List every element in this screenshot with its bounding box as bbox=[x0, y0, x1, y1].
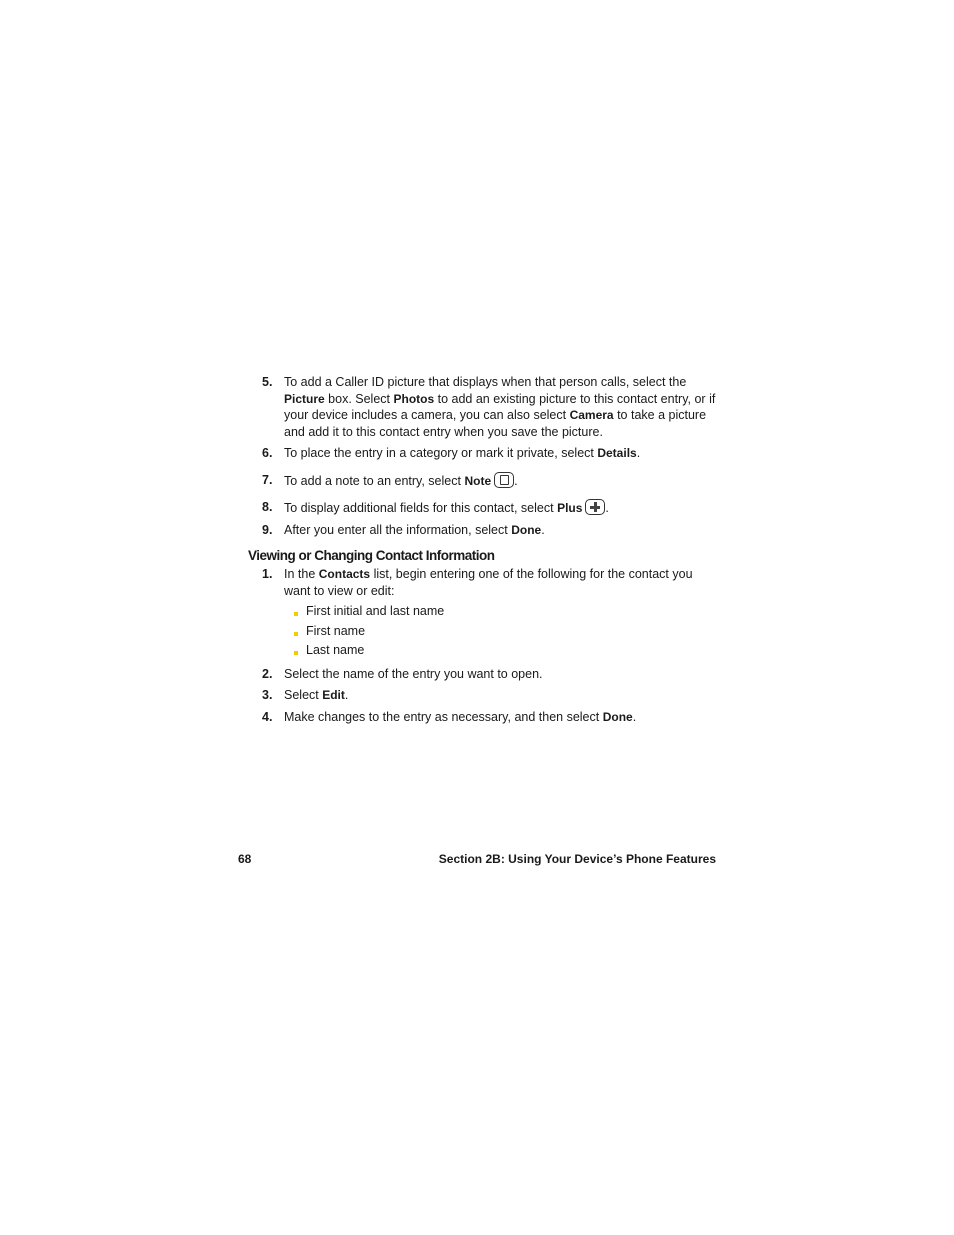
section-title: Section 2B: Using Your Device’s Phone Features bbox=[438, 852, 716, 866]
step-text bbox=[284, 688, 348, 702]
text-run: . bbox=[605, 501, 609, 515]
bullet-text: First initial and last name bbox=[306, 604, 445, 618]
text-run: . bbox=[632, 709, 637, 724]
step-number: 2. bbox=[262, 666, 273, 681]
step-text bbox=[284, 710, 636, 724]
bullet-item bbox=[284, 622, 718, 642]
step-item bbox=[238, 666, 718, 683]
bullet-text: First name bbox=[306, 623, 366, 638]
ui-term: Edit bbox=[322, 688, 345, 702]
bullet-square-icon bbox=[294, 632, 298, 636]
text-run: . bbox=[541, 522, 545, 537]
step-number: 8. bbox=[262, 500, 273, 514]
text-run: Select bbox=[284, 688, 323, 702]
ui-term: Done bbox=[511, 522, 542, 537]
text-run: In the bbox=[284, 567, 319, 581]
step-text bbox=[284, 523, 545, 537]
section-heading: Viewing or Changing Contact Information bbox=[248, 548, 495, 563]
text-run: . bbox=[636, 446, 641, 460]
ui-term: Details bbox=[597, 446, 637, 460]
step-item bbox=[238, 472, 718, 490]
bullet-list bbox=[284, 602, 718, 661]
step-number: 4. bbox=[262, 709, 273, 724]
step-item bbox=[238, 445, 718, 462]
step-number: 5. bbox=[262, 375, 273, 389]
step-number: 3. bbox=[262, 688, 273, 702]
step-item bbox=[238, 499, 718, 517]
step-text bbox=[284, 501, 609, 515]
text-run: Make changes to the entry as necessary, and then select bbox=[284, 709, 603, 724]
page-content bbox=[238, 374, 718, 725]
step-text bbox=[284, 567, 693, 598]
text-run: . bbox=[514, 473, 518, 488]
bullet-square-icon bbox=[294, 651, 298, 655]
step-text bbox=[284, 446, 640, 460]
bullet-text: Last name bbox=[306, 643, 365, 657]
ui-term: Plus bbox=[557, 501, 583, 515]
bullet-square-icon bbox=[294, 612, 298, 616]
step-number: 6. bbox=[262, 446, 273, 460]
step-text bbox=[284, 474, 518, 488]
step-text bbox=[284, 375, 715, 439]
step-item bbox=[238, 522, 718, 539]
steps-list-view-change bbox=[238, 566, 718, 725]
ui-term: Picture bbox=[284, 391, 325, 406]
note-icon bbox=[494, 472, 514, 488]
text-run: To add a note to an entry, select bbox=[284, 473, 465, 488]
step-number: 7. bbox=[262, 472, 273, 487]
text-run: To place the entry in a category or mark it private, select bbox=[284, 446, 598, 460]
step-number: 1. bbox=[262, 567, 273, 581]
step-item bbox=[238, 566, 718, 661]
text-run: To add a Caller ID picture that displays when that person calls, select the bbox=[284, 375, 687, 389]
ui-term: Note bbox=[464, 473, 492, 488]
step-number: 9. bbox=[262, 522, 273, 537]
text-run: Select the name of the entry you want to open. bbox=[284, 666, 543, 681]
step-text bbox=[284, 667, 543, 681]
step-item bbox=[238, 709, 718, 726]
bullet-item bbox=[284, 602, 718, 622]
ui-term: Done bbox=[602, 709, 633, 724]
text-run: box. Select bbox=[324, 391, 394, 406]
step-item bbox=[238, 687, 718, 704]
text-run: . bbox=[344, 688, 349, 702]
text-run: to take a picture and add it to this contact entry when you save the picture. bbox=[284, 408, 707, 439]
text-run: After you enter all the information, select bbox=[284, 522, 512, 537]
bullet-item bbox=[284, 641, 718, 661]
steps-list-contact-fields bbox=[238, 374, 718, 538]
ui-term: Camera bbox=[569, 408, 614, 422]
text-run: To display additional fields for this contact, select bbox=[284, 501, 558, 515]
ui-term: Contacts bbox=[318, 567, 371, 581]
text-run: list, begin entering one of the following for the contact you want to view or edit: bbox=[284, 567, 693, 598]
plus-icon bbox=[585, 499, 605, 515]
text-run: to add an existing picture to this contact entry, or if your device includes a camera, you can also select bbox=[284, 391, 716, 422]
ui-term: Photos bbox=[393, 391, 435, 406]
page-number: 68 bbox=[238, 852, 252, 866]
step-item bbox=[238, 374, 718, 440]
